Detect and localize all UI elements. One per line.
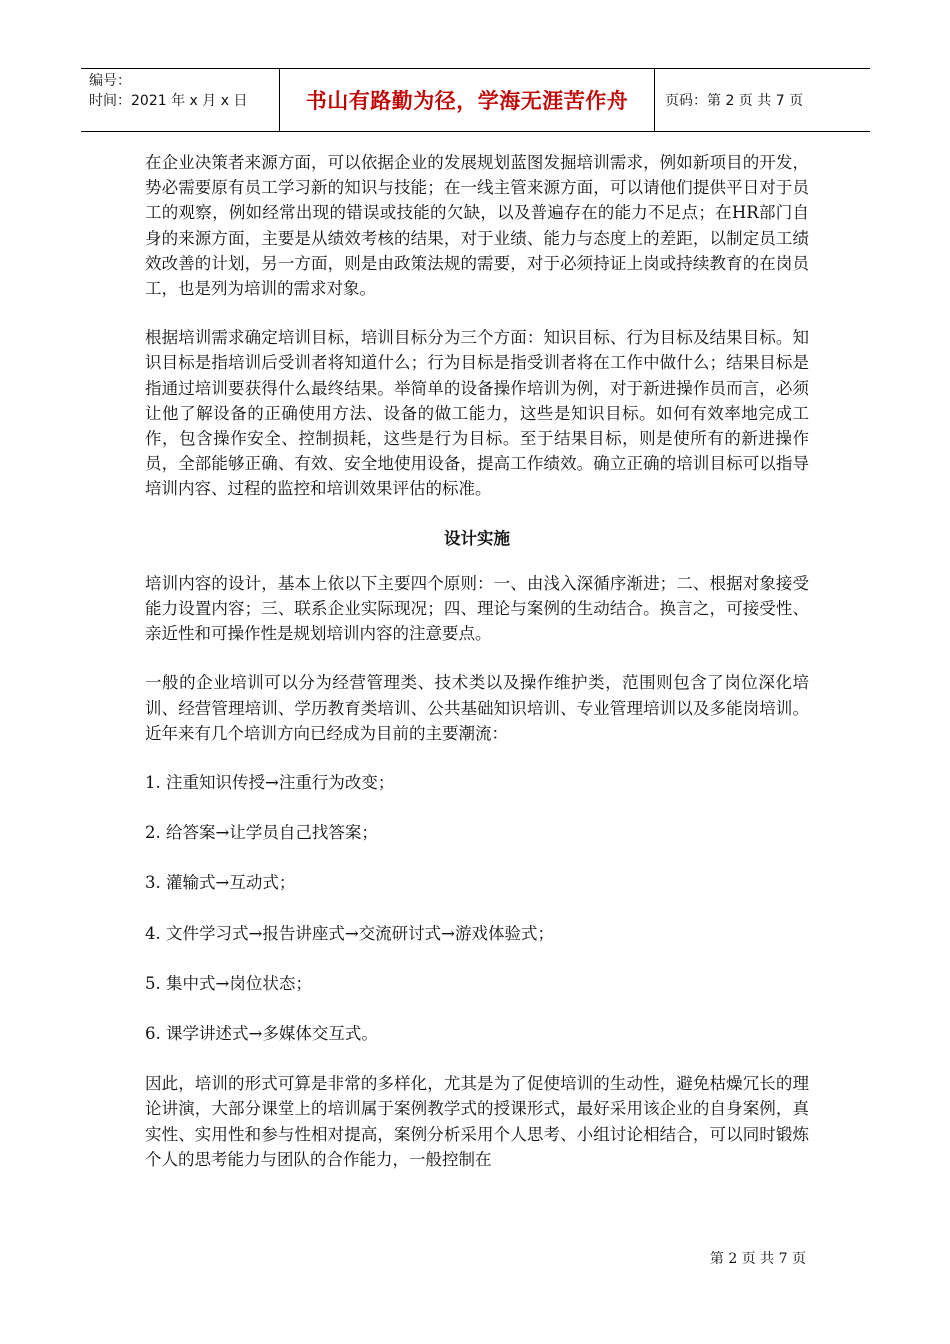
page-header — [81, 68, 870, 132]
document-number-label: 编号： — [89, 73, 131, 89]
list-item: 5. 集中式→岗位状态； — [145, 973, 312, 993]
document-body — [145, 150, 809, 1196]
header-page-number: 页码：第 2 页 共 7 页 — [665, 93, 804, 109]
trend-list — [145, 770, 809, 1046]
section-heading: 设计实施 — [444, 528, 510, 548]
paragraph-training-sources: 在企业决策者来源方面，可以依据企业的发展规划蓝图发掘培训需求，例如新项目的开发，势必需要原有员工学习新的知识与技能；在一线主管来源方面，可以请他们提供平日对于员工的观察，例如经常出现的错误或技能的欠缺，以及普遍存在的能力不足点；在HR部门自身的来源方面，主要是从绩效考核的结果，对于业绩、能力与态度上的差距，以制定员工绩效改善的计划，另一方面，则是由政策法规的需要，对于必须持证上岗或持续教育的在岗员工，也是列为培训的需求对象。 — [145, 153, 809, 299]
paragraph-training-forms: 因此，培训的形式可算是非常的多样化，尤其是为了促使培训的生动性，避免枯燥冗长的理论讲演，大部分课堂上的培训属于案例教学式的授课形式，最好采用该企业的自身案例，真实性、实用性和参与性相对提高，案例分析采用个人思考、小组讨论相结合，可以同时锻炼个人的思考能力与团队的合作能力，一般控制在 — [145, 1074, 809, 1169]
list-item: 6. 课学讲述式→多媒体交互式。 — [145, 1024, 378, 1044]
paragraph-training-objectives: 根据培训需求确定培训目标，培训目标分为三个方面：知识目标、行为目标及结果目标。知识目标是指培训后受训者将知道什么；行为目标是指受训者将在工作中做什么；结果目标是指通过培训要获得什么最终结果。举简单的设备操作培训为例，对于新进操作员而言，必须让他了解设备的正确使用方法、设备的做工能力，这些是知识目标。如何有效率地完成工作，包含操作安全、控制损耗，这些是行为目标。至于结果目标，则是使所有的新进操作员，全部能够正确、有效、安全地使用设备，提高工作绩效。确立正确的培训目标可以指导培训内容、过程的监控和培训效果评估的标准。 — [145, 328, 809, 499]
header-motto: 书山有路勤为径，学海无涯苦作舟 — [280, 69, 655, 131]
paragraph-training-categories: 一般的企业培训可以分为经营管理类、技术类以及操作维护类，范围则包含了岗位深化培训、经营管理培训、学历教育类培训、公共基础知识培训、专业管理培训以及多能岗培训。近年来有几个培训方向已经成为目前的主要潮流： — [145, 673, 809, 743]
list-item: 3. 灌输式→互动式； — [145, 873, 296, 893]
page-footer: 第 2 页 共 7 页 — [709, 1251, 806, 1267]
paragraph-content-principles: 培训内容的设计，基本上依以下主要四个原则：一、由浅入深循序渐进；二、根据对象接受能力设置内容；三、联系企业实际现况；四、理论与案例的生动结合。换言之，可接受性、亲近性和可操作性是规划培训内容的注意要点。 — [145, 573, 809, 644]
list-item: 2. 给答案→让学员自己找答案； — [145, 823, 378, 843]
list-item: 1. 注重知识传授→注重行为改变； — [145, 773, 395, 793]
list-item: 4. 文件学习式→报告讲座式→交流研讨式→游戏体验式； — [145, 923, 554, 943]
header-meta — [81, 69, 280, 131]
document-time-label: 时间：2021 年 x 月 x 日 — [89, 93, 248, 109]
